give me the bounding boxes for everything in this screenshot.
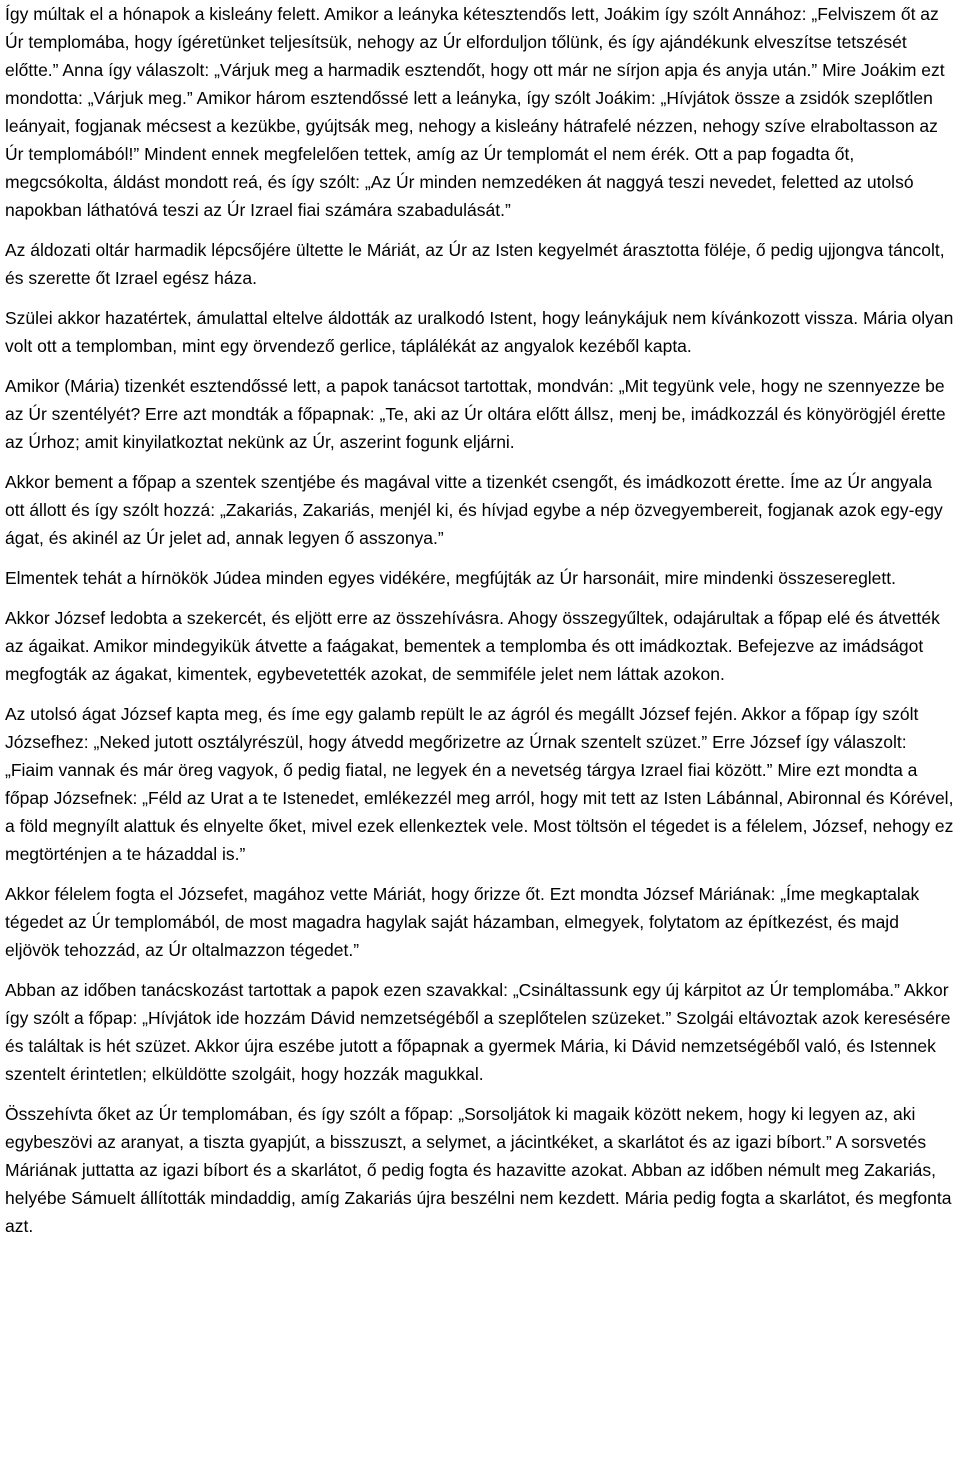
paragraph-5: Akkor bement a főpap a szentek szentjébe és magával vitte a tizenkét csengőt, és imádkozott érette. Íme az Úr angyala ott állott és így szólt hozzá: „Zakariás, Zakariás, menjél ki, és hívjad egybe a nép özvegyembereit, fogjanak azok egy-egy ágat, és akinél az Úr jelet ad, annak legyen ő asszonya.” bbox=[5, 472, 943, 548]
paragraph-2: Az áldozati oltár harmadik lépcsőjére ültette le Máriát, az Úr az Isten kegyelmét árasztotta föléje, ő pedig ujjongva táncolt, és szerette őt Izrael egész háza. bbox=[5, 240, 945, 288]
paragraph-1: Így múltak el a hónapok a kisleány felett. Amikor a leányka kétesztendős lett, Joákim így szólt Annához: „Felviszem őt az Úr templomába, hogy ígéretünket teljesítsük, nehogy az Úr elforduljon tőlünk, és így ajándékunk elveszítse tetszését előtte.” Anna így válaszolt: „Várjuk meg a harmadik esztendőt, hogy ott már ne sírjon apja és anyja után.” Mire Joákim ezt mondotta: „Várjuk meg.” Amikor három esztendőssé lett a leányka, így szólt Joákim: „Hívjátok össze a zsidók szeplőtlen leányait, fogjanak mécsest a kezükbe, gyújtsák meg, nehogy a kisleány hátrafelé nézzen, nehogy szíve elraboltasson az Úr templomából!” Mindent ennek megfelelően tettek, amíg az Úr templomát el nem érék. Ott a pap fogadta őt, megcsókolta, áldást mondott reá, és így szólt: „Az Úr minden nemzedéken át naggyá teszi nevedet, feletted az utolsó napokban láthatóvá teszi az Úr Izrael fiai számára szabadulását.” bbox=[5, 4, 945, 220]
document-page bbox=[5, 0, 955, 1252]
paragraph-7: Akkor József ledobta a szekercét, és eljött erre az összehívásra. Ahogy összegyűltek, odajárultak a főpap elé és átvették az ágaikat. Amikor mindegyikük átvette a faágakat, bementek a templomba és ott imádkoztak. Befejezve az imádságot megfogták az ágakat, kimentek, egybevetették azokat, de semmiféle jelet nem láttak azokon. bbox=[5, 608, 940, 684]
paragraph-3: Szülei akkor hazatértek, ámulattal eltelve áldották az uralkodó Istent, hogy leánykájuk nem kívánkozott vissza. Mária olyan volt ott a templomban, mint egy örvendező gerlice, táplálékát az angyalok kezéből kapta. bbox=[5, 308, 954, 356]
paragraph-9: Akkor félelem fogta el Józsefet, magához vette Máriát, hogy őrizze őt. Ezt mondta József Máriának: „Íme megkaptalak tégedet az Úr templomából, de most magadra hagylak saját házamban, elmegyek, folytatom az építkezést, és majd eljövök tehozzád, az Úr oltalmazzon tégedet.” bbox=[5, 884, 920, 960]
paragraph-4: Amikor (Mária) tizenkét esztendőssé lett, a papok tanácsot tartottak, mondván: „Mit tegyünk vele, hogy ne szennyezze be az Úr szentélyét? Erre azt mondták a főpapnak: „Te, aki az Úr oltára előtt állsz, menj be, imádkozzál és könyörögjél érette az Úrhoz; amit kinyilatkoztat nekünk az Úr, aszerint fogunk eljárni. bbox=[5, 376, 946, 452]
paragraph-6: Elmentek tehát a hírnökök Júdea minden egyes vidékére, megfújták az Úr harsonáit, mire mindenki összesereglett. bbox=[5, 568, 897, 588]
paragraph-11: Összehívta őket az Úr templomában, és így szólt a főpap: „Sorsoljátok ki magaik között nekem, hogy ki legyen az, aki egybeszövi az aranyat, a tiszta gyapjút, a bisszuszt, a selymet, a jácintkéket, a skarlátot és az igazi bíbort.” A sorsvetés Máriának juttatta az igazi bíbort és a skarlátot, ő pedig fogta és hazavitte azokat. Abban az időben némult meg Zakariás, helyébe Sámuelt állították mindaddig, amíg Zakariás újra beszélni nem kezdett. Mária pedig fogta a skarlátot, és megfonta azt. bbox=[5, 1104, 952, 1236]
paragraph-8: Az utolsó ágat József kapta meg, és íme egy galamb repült le az ágról és megállt József fején. Akkor a főpap így szólt Józsefhez: „Neked jutott osztályrészül, hogy átvedd megőrizetre az Úrnak szentelt szüzet.” Erre József így válaszolt: „Fiaim vannak és már öreg vagyok, ő pedig fiatal, ne legyek én a nevetség tárgya Izrael fiai között.” Mire ezt mondta a főpap Józsefnek: „Féld az Urat a te Istenedet, emlékezzél meg arról, hogy mit tett az Isten Lábánnal, Abironnal és Kórével, a föld megnyílt alattuk és elnyelte őket, mivel ezek ellenkeztek vele. Most töltsön el tégedet is a félelem, József, nehogy ez megtörténjen a te házaddal is.” bbox=[5, 704, 954, 864]
paragraph-10: Abban az időben tanácskozást tartottak a papok ezen szavakkal: „Csináltassunk egy új kárpitot az Úr templomába.” Akkor így szólt a főpap: „Hívjátok ide hozzám Dávid nemzetségéből a szeplőtelen szüzeket.” Szolgái eltávoztak azok keresésére és találtak is hét szüzet. Akkor újra eszébe jutott a főpapnak a gyermek Mária, ki Dávid nemzetségéből való, és Istennek szentelt érintetlen; elküldötte szolgáit, hogy hozzák magukkal. bbox=[5, 980, 951, 1084]
